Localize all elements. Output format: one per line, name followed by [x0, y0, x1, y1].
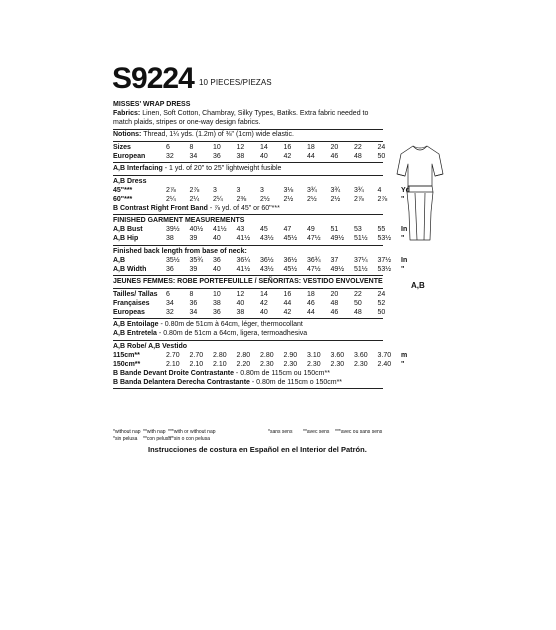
table-cell: 2.30	[330, 360, 345, 368]
contrast-band-label: B Contrast Right Front Band	[113, 204, 208, 212]
row-unit	[401, 308, 417, 317]
table-cell: 2.10	[189, 360, 204, 368]
divider	[113, 340, 383, 341]
contrast-band-value: - ⅞ yd. of 45" or 60"***	[209, 204, 280, 212]
row-unit: Yd	[401, 186, 410, 194]
table-cell: 2¼	[166, 195, 176, 203]
table-cell: 10	[213, 290, 221, 298]
table-cell: 53½	[377, 235, 392, 243]
table-cell: 44	[307, 308, 315, 316]
table-cell: 49½	[330, 265, 345, 273]
row-label: A,B	[113, 256, 126, 264]
table-cell: 2½	[307, 195, 317, 203]
table-cell: 51½	[354, 265, 368, 273]
row-unit: "	[401, 195, 405, 203]
table-row	[113, 195, 417, 204]
table-cell: 40	[213, 265, 221, 273]
table-cell: 3¾	[307, 186, 317, 194]
legend-avec-sens: **avec sens	[303, 429, 330, 435]
table-row	[113, 225, 417, 234]
table-cell: 39	[189, 265, 198, 273]
table-row	[113, 290, 417, 299]
table-cell: 45½	[283, 265, 298, 273]
table-row	[113, 360, 417, 369]
row-unit: In	[401, 256, 408, 264]
table-cell: 39	[189, 235, 198, 243]
table-cell: 36	[213, 308, 221, 316]
table-cell: 34	[189, 308, 198, 316]
legend-with-nap: **with nap	[143, 429, 166, 435]
table-cell: 38	[236, 308, 245, 316]
table-cell: 50	[377, 152, 386, 160]
table-cell: 36	[213, 256, 221, 264]
table-cell: 8	[189, 143, 194, 151]
table-row	[113, 256, 417, 265]
legend-sans-sens: *sans sens	[268, 429, 293, 435]
table-cell: 53½	[377, 265, 392, 273]
table-cell: 42	[283, 152, 292, 160]
bande-es-value: - 0.80m de 115cm o 150cm**	[251, 378, 343, 386]
table-cell: 40	[260, 308, 268, 316]
row-unit	[401, 299, 417, 308]
table-cell: 6	[166, 143, 170, 151]
table-cell: 49	[307, 226, 315, 234]
table-cell: 4	[377, 186, 382, 194]
table-cell: 2⅞	[166, 186, 176, 194]
table-cell: 2⅞	[189, 186, 200, 194]
garment-title: MISSES' WRAP DRESS	[113, 101, 191, 108]
table-cell: 47½	[307, 265, 321, 273]
table-cell: 36½	[283, 256, 298, 264]
back-length-table	[113, 256, 417, 274]
sizes-table	[113, 143, 417, 161]
table-cell: 42	[260, 299, 268, 307]
table-row	[113, 308, 417, 317]
table-cell: 2.30	[307, 360, 321, 368]
row-unit: m	[401, 351, 408, 359]
bande-fr-label: B Bande Devant Droite Contrastante	[113, 369, 234, 377]
table-cell: 43½	[260, 235, 274, 243]
table-cell: 3.10	[307, 351, 321, 359]
table-cell: 2½	[283, 195, 294, 203]
table-cell: 50	[354, 299, 362, 307]
table-cell: 46	[330, 152, 339, 160]
row-label: Tailles/ Tallas	[113, 290, 158, 298]
table-cell: 53	[354, 226, 362, 234]
spanish-instructions-note: Instrucciones de costura en Español en el Interior del Patrón.	[148, 445, 367, 454]
row-label: 115cm**	[113, 351, 140, 359]
table-cell: 12	[236, 290, 245, 298]
table-cell: 2.30	[354, 360, 368, 368]
bande-fr-line	[113, 369, 443, 378]
row-unit	[401, 290, 417, 299]
row-label: Europeas	[113, 308, 145, 316]
table-cell: 2.30	[283, 360, 298, 368]
bande-fr-value: - 0.80m de 115cm ou 150cm**	[235, 369, 330, 377]
entoilage-label: A,B Entoilage	[113, 321, 159, 329]
table-cell: 32	[166, 308, 174, 316]
legend-without-nap: *without nap	[113, 429, 141, 435]
table-cell: 14	[260, 290, 268, 298]
row-unit: "	[401, 360, 405, 368]
table-cell: 2¼	[189, 195, 200, 203]
dress-illustration	[395, 140, 445, 280]
contrast-band-line	[113, 204, 443, 213]
table-cell: 46	[307, 299, 315, 307]
table-cell: 3.70	[377, 351, 392, 359]
table-cell: 22	[354, 143, 362, 151]
notions-value: Thread, 1¼ yds. (1.2m) of ⅜" (1cm) wide elastic.	[143, 130, 294, 138]
table-cell: 2.90	[283, 351, 298, 359]
table-cell: 46	[330, 308, 339, 316]
entoilage-line	[113, 320, 443, 329]
table-row	[113, 234, 417, 243]
legend-con-pelusa: **con pelusa	[143, 436, 172, 442]
divider	[113, 214, 383, 215]
table-row	[113, 265, 417, 274]
table-cell: 2.10	[166, 360, 180, 368]
table-cell: 36	[213, 152, 221, 160]
table-cell: 36¾	[307, 256, 321, 264]
finished-measurements-table	[113, 225, 417, 243]
table-cell: 3.60	[330, 351, 345, 359]
table-cell: 45	[260, 226, 268, 234]
table-cell: 43	[236, 226, 245, 234]
table-cell: 8	[189, 290, 194, 298]
row-unit: "	[401, 235, 405, 243]
table-cell: 51½	[354, 235, 368, 243]
table-cell: 3	[213, 186, 217, 194]
entretela-value: - 0.80m de 51cm a 64cm, ligera, termoadhesiva	[158, 330, 308, 338]
table-cell: 32	[166, 152, 174, 160]
table-cell: 2.70	[189, 351, 204, 359]
table-row	[113, 299, 417, 308]
table-cell: 40	[213, 235, 221, 243]
row-label: 60"***	[113, 195, 133, 203]
table-cell: 3.60	[354, 351, 368, 359]
table-cell: 55	[377, 226, 386, 234]
table-cell: 43½	[260, 265, 274, 273]
notions-text	[113, 131, 383, 140]
table-cell: 2.30	[260, 360, 274, 368]
divider	[113, 175, 383, 176]
table-cell: 48	[330, 299, 339, 307]
table-row	[113, 152, 417, 161]
table-cell: 34	[166, 299, 174, 307]
table-cell: 35½	[166, 256, 180, 264]
table-cell: 41½	[213, 226, 227, 234]
table-cell: 20	[330, 143, 339, 151]
table-cell: 3	[236, 186, 241, 194]
robe-heading: A,B Robe/ A,B Vestido	[113, 342, 188, 350]
table-cell: 49½	[330, 235, 345, 243]
bande-es-label: B Banda Delantera Derecha Contrastante	[113, 378, 250, 386]
table-row	[113, 186, 417, 195]
table-cell: 18	[307, 143, 315, 151]
table-row	[113, 351, 417, 360]
table-cell: 40	[236, 299, 245, 307]
table-cell: 36	[166, 265, 174, 273]
table-cell: 24	[377, 290, 386, 298]
row-label: European	[113, 152, 146, 160]
table-cell: 2.70	[166, 351, 180, 359]
table-cell: 50	[377, 308, 386, 316]
divider	[113, 288, 383, 289]
table-cell: 3¾	[330, 186, 341, 194]
divider	[113, 318, 383, 319]
dress-yardage-table	[113, 186, 417, 204]
table-cell: 3	[260, 186, 264, 194]
interfacing-value: - 1 yd. of 20" to 25" lightweight fusible	[164, 165, 282, 173]
table-cell: 37½	[377, 256, 392, 264]
table-cell: 48	[354, 308, 362, 316]
table-cell: 47½	[307, 235, 321, 243]
table-cell: 39½	[166, 226, 180, 234]
table-cell: 12	[236, 143, 245, 151]
divider	[113, 162, 383, 163]
legend-sin-pelusa: *sin pelusa	[113, 436, 138, 442]
table-cell: 2½	[330, 195, 341, 203]
entretela-line	[113, 329, 443, 338]
divider	[113, 275, 383, 276]
table-cell: 41½	[236, 265, 251, 273]
table-cell: 37	[330, 256, 339, 264]
divider	[113, 129, 383, 130]
table-cell: 36¼	[236, 256, 251, 264]
table-cell: 40	[260, 152, 268, 160]
divider	[113, 245, 383, 246]
row-unit: "	[401, 265, 405, 273]
table-cell: 3¾	[354, 186, 364, 194]
table-cell: 2.80	[236, 351, 251, 359]
fabrics-value: Linen, Soft Cotton, Chambray, Silky Types, Batiks. Extra fabric needed to match plaids, stripes or one-way design fabrics.	[113, 110, 369, 126]
french-spanish-title: JEUNES FEMMES: ROBE PORTEFEUILLE / SEÑORITAS: VESTIDO ENVOLVENTE	[113, 278, 383, 286]
divider	[113, 141, 383, 142]
table-cell: 45½	[283, 235, 298, 243]
table-cell: 6	[166, 290, 170, 298]
table-cell: 3⅛	[283, 186, 294, 194]
row-label: Françaises	[113, 299, 150, 307]
table-cell: 44	[307, 152, 315, 160]
interfacing-label: A,B Interfacing	[113, 165, 163, 173]
table-cell: 51	[330, 226, 339, 234]
bande-es-line	[113, 378, 443, 387]
robe-metric-table	[113, 351, 417, 369]
fabrics-text	[113, 110, 383, 127]
legend-with-or-without-nap: ***with or without nap	[168, 429, 216, 435]
divider	[113, 388, 383, 389]
table-cell: 35¾	[189, 256, 204, 264]
metric-sizes-table	[113, 290, 417, 317]
table-cell: 16	[283, 290, 292, 298]
interfacing-line	[113, 164, 443, 173]
table-row	[113, 143, 417, 152]
legend-avec-ou-sans-sens: ***avec ou sans sens	[335, 429, 383, 435]
table-cell: 36½	[260, 256, 274, 264]
row-label: 150cm**	[113, 360, 141, 368]
table-cell: 2½	[260, 195, 270, 203]
pattern-number: S9224	[112, 62, 194, 95]
entretela-label: A,B Entretela	[113, 330, 157, 338]
row-label: Sizes	[113, 143, 131, 151]
row-label: A,B Bust	[113, 226, 143, 234]
table-cell: 47	[283, 226, 292, 234]
table-cell: 14	[260, 143, 268, 151]
table-cell: 44	[283, 299, 292, 307]
table-cell: 38	[213, 299, 221, 307]
table-cell: 37¼	[354, 256, 368, 264]
figure-label: A,B	[411, 281, 425, 290]
table-cell: 40½	[189, 226, 204, 234]
table-cell: 16	[283, 143, 292, 151]
legend-sin-o-con-pelusa: ***sin o con pelusa	[168, 436, 210, 442]
table-cell: 52	[377, 299, 386, 307]
table-cell: 2.80	[260, 351, 274, 359]
table-cell: 38	[236, 152, 245, 160]
dress-heading: A,B Dress	[113, 177, 147, 185]
table-cell: 2.10	[213, 360, 227, 368]
pieces-count: 10 PIECES/PIEZAS	[199, 78, 272, 87]
notions-label: Notions:	[113, 130, 142, 138]
table-cell: 24	[377, 143, 386, 151]
row-label: A,B Hip	[113, 235, 139, 243]
table-cell: 2⅞	[377, 195, 388, 203]
fabrics-label: Fabrics:	[113, 110, 141, 117]
row-label: A,B Width	[113, 265, 147, 273]
row-unit: In	[401, 226, 408, 234]
table-cell: 20	[330, 290, 339, 298]
pattern-sheet	[113, 64, 443, 390]
finished-heading: FINISHED GARMENT MEASUREMENTS	[113, 217, 245, 225]
row-label: 45"***	[113, 186, 133, 194]
table-cell: 42	[283, 308, 292, 316]
table-cell: 2¼	[213, 195, 223, 203]
pattern-header	[113, 64, 443, 98]
entoilage-value: - 0.80m de 51cm à 64cm, léger, thermocollant	[160, 321, 303, 329]
table-cell: 38	[166, 235, 174, 243]
back-length-heading: Finished back length from base of neck:	[113, 247, 247, 255]
table-cell: 41½	[236, 235, 251, 243]
table-cell: 2⅞	[354, 195, 364, 203]
table-cell: 2⅜	[236, 195, 247, 203]
table-cell: 2.20	[236, 360, 251, 368]
table-cell: 10	[213, 143, 221, 151]
table-cell: 48	[354, 152, 362, 160]
table-cell: 2.40	[377, 360, 392, 368]
table-cell: 22	[354, 290, 362, 298]
table-cell: 36	[189, 299, 198, 307]
table-cell: 18	[307, 290, 315, 298]
table-cell: 2.80	[213, 351, 227, 359]
table-cell: 34	[189, 152, 198, 160]
